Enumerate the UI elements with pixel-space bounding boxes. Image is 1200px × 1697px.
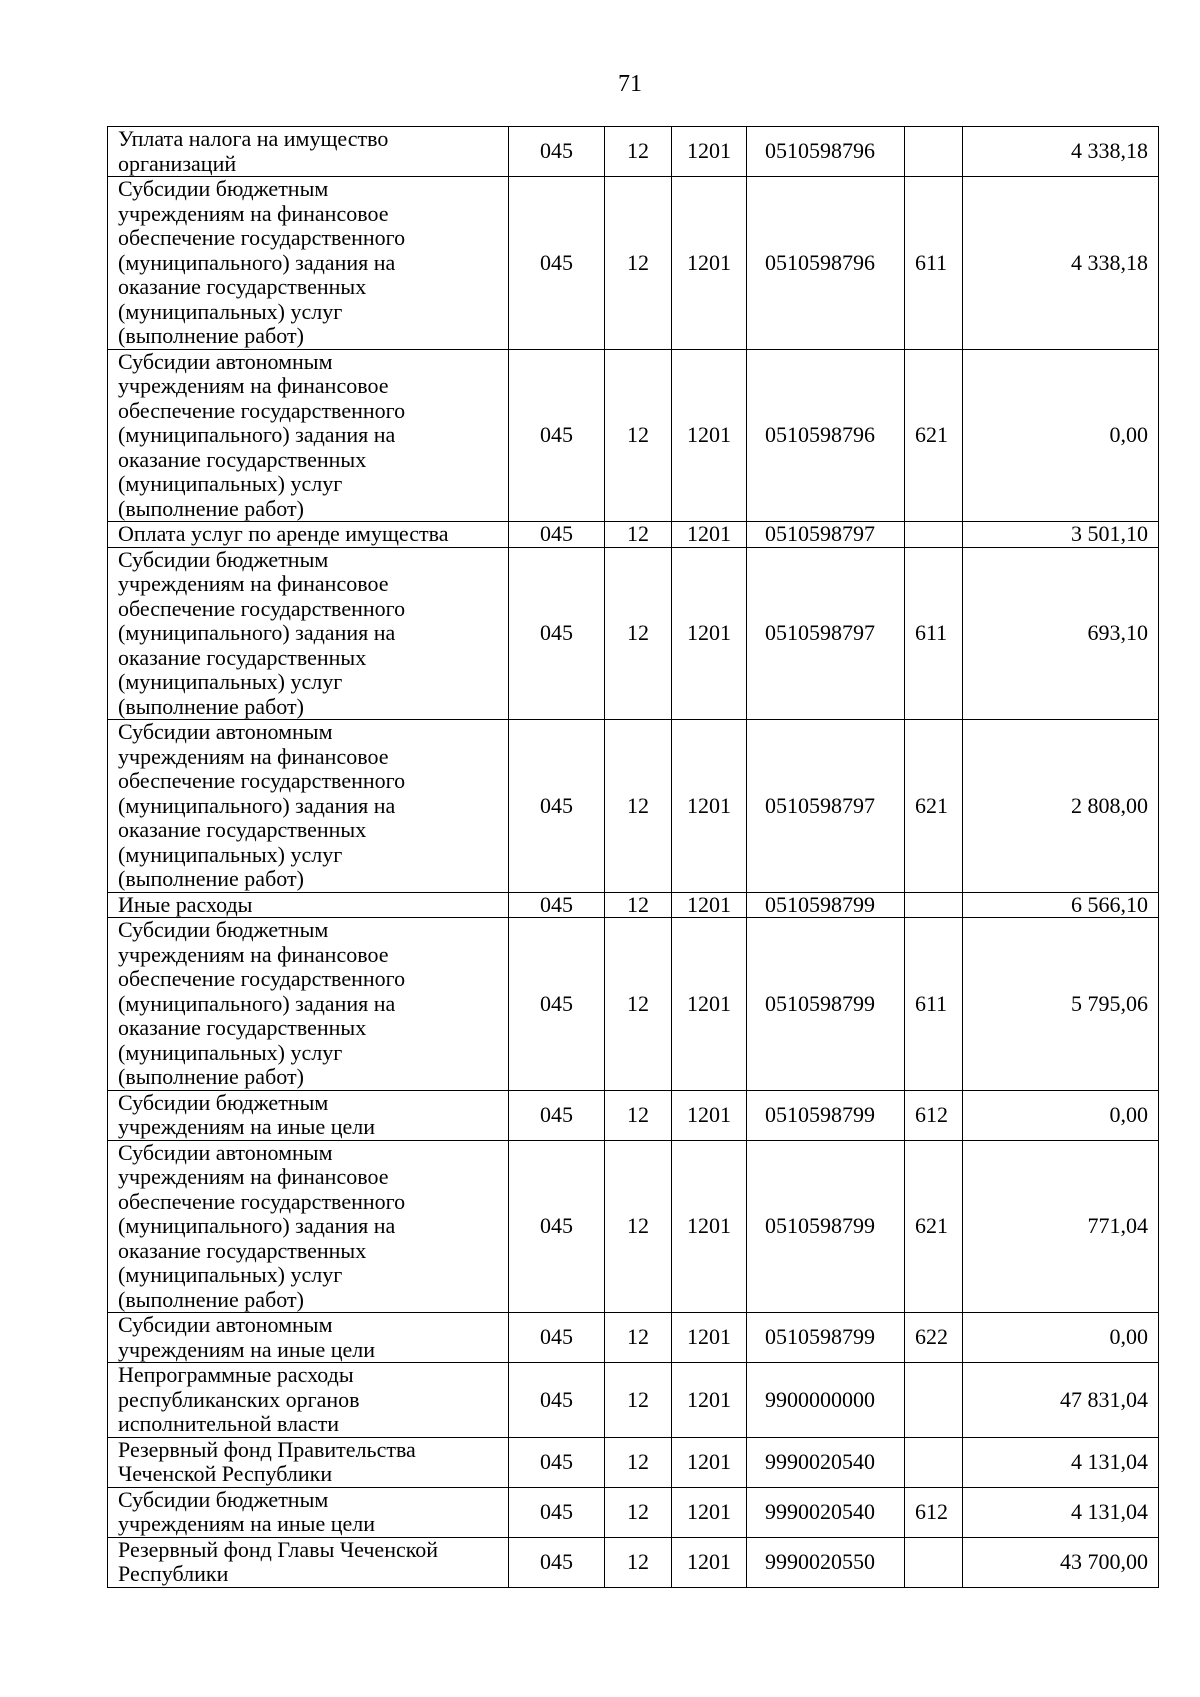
- subsection-code: 1201: [672, 1140, 747, 1313]
- expense-type-code: [905, 1363, 963, 1438]
- subsection-code: 1201: [672, 522, 747, 548]
- expense-name: Уплата налога на имущество организаций: [108, 127, 509, 177]
- subsection-code: 1201: [672, 547, 747, 720]
- subsection-code: 1201: [672, 720, 747, 893]
- amount: 6 566,10: [963, 892, 1159, 918]
- section-code: 12: [605, 1140, 672, 1313]
- ministry-code: 045: [509, 1090, 605, 1140]
- section-code: 12: [605, 547, 672, 720]
- target-article-code: 0510598797: [747, 720, 905, 893]
- target-article-code: 9990020540: [747, 1437, 905, 1487]
- target-article-code: 0510598799: [747, 1313, 905, 1363]
- expense-name: Резервный фонд Главы Чеченской Республики: [108, 1537, 509, 1587]
- target-article-code: 0510598799: [747, 892, 905, 918]
- subsection-code: 1201: [672, 349, 747, 522]
- expense-type-code: [905, 1437, 963, 1487]
- section-code: 12: [605, 1487, 672, 1537]
- target-article-code: 9990020540: [747, 1487, 905, 1537]
- section-code: 12: [605, 349, 672, 522]
- budget-table-body: [108, 127, 1159, 1588]
- expense-name: Субсидии автономным учреждениям на финансовое обеспечение государственного (муниципального) задания на оказание государственных (муниципальных) услуг (выполнение работ): [108, 1140, 509, 1313]
- table-row: [108, 1313, 1159, 1363]
- amount: 4 338,18: [963, 177, 1159, 350]
- expense-name: Субсидии автономным учреждениям на финансовое обеспечение государственного (муниципального) задания на оказание государственных (муниципальных) услуг (выполнение работ): [108, 720, 509, 893]
- section-code: 12: [605, 892, 672, 918]
- expense-name: Резервный фонд Правительства Чеченской Республики: [108, 1437, 509, 1487]
- expense-type-code: [905, 127, 963, 177]
- expense-name: Оплата услуг по аренде имущества: [108, 522, 509, 548]
- target-article-code: 0510598799: [747, 918, 905, 1091]
- section-code: 12: [605, 1537, 672, 1587]
- expense-name: Непрограммные расходы республиканских органов исполнительной власти: [108, 1363, 509, 1438]
- subsection-code: 1201: [672, 892, 747, 918]
- section-code: 12: [605, 522, 672, 548]
- subsection-code: 1201: [672, 1537, 747, 1587]
- target-article-code: 0510598797: [747, 547, 905, 720]
- ministry-code: 045: [509, 720, 605, 893]
- ministry-code: 045: [509, 177, 605, 350]
- subsection-code: 1201: [672, 177, 747, 350]
- table-row: [108, 547, 1159, 720]
- subsection-code: 1201: [672, 127, 747, 177]
- ministry-code: 045: [509, 892, 605, 918]
- subsection-code: 1201: [672, 1313, 747, 1363]
- ministry-code: 045: [509, 349, 605, 522]
- target-article-code: 9990020550: [747, 1537, 905, 1587]
- table-row: [108, 127, 1159, 177]
- ministry-code: 045: [509, 522, 605, 548]
- section-code: 12: [605, 1363, 672, 1438]
- amount: 771,04: [963, 1140, 1159, 1313]
- table-row: [108, 1437, 1159, 1487]
- target-article-code: 0510598796: [747, 127, 905, 177]
- ministry-code: 045: [509, 1437, 605, 1487]
- section-code: 12: [605, 1090, 672, 1140]
- ministry-code: 045: [509, 1363, 605, 1438]
- amount: 0,00: [963, 349, 1159, 522]
- expense-name: Субсидии бюджетным учреждениям на иные цели: [108, 1090, 509, 1140]
- expense-name: Субсидии автономным учреждениям на финансовое обеспечение государственного (муниципального) задания на оказание государственных (муниципальных) услуг (выполнение работ): [108, 349, 509, 522]
- ministry-code: 045: [509, 547, 605, 720]
- expense-type-code: 611: [905, 547, 963, 720]
- expense-type-code: 612: [905, 1487, 963, 1537]
- amount: 2 808,00: [963, 720, 1159, 893]
- section-code: 12: [605, 127, 672, 177]
- expense-type-code: [905, 892, 963, 918]
- section-code: 12: [605, 1437, 672, 1487]
- table-row: [108, 1487, 1159, 1537]
- amount: 4 131,04: [963, 1437, 1159, 1487]
- amount: 4 338,18: [963, 127, 1159, 177]
- table-row: [108, 1537, 1159, 1587]
- subsection-code: 1201: [672, 1363, 747, 1438]
- target-article-code: 0510598799: [747, 1140, 905, 1313]
- target-article-code: 0510598797: [747, 522, 905, 548]
- expense-name: Субсидии автономным учреждениям на иные цели: [108, 1313, 509, 1363]
- amount: 4 131,04: [963, 1487, 1159, 1537]
- table-row: [108, 1140, 1159, 1313]
- ministry-code: 045: [509, 918, 605, 1091]
- target-article-code: 9900000000: [747, 1363, 905, 1438]
- expense-type-code: 621: [905, 1140, 963, 1313]
- ministry-code: 045: [509, 1487, 605, 1537]
- ministry-code: 045: [509, 1313, 605, 1363]
- section-code: 12: [605, 720, 672, 893]
- table-row: [108, 349, 1159, 522]
- table-row: [108, 918, 1159, 1091]
- expense-type-code: 611: [905, 177, 963, 350]
- amount: 0,00: [963, 1090, 1159, 1140]
- page-number: 71: [618, 71, 642, 97]
- section-code: 12: [605, 918, 672, 1091]
- table-row: [108, 522, 1159, 548]
- section-code: 12: [605, 1313, 672, 1363]
- table-row: [108, 1090, 1159, 1140]
- target-article-code: 0510598796: [747, 349, 905, 522]
- table-row: [108, 1363, 1159, 1438]
- section-code: 12: [605, 177, 672, 350]
- target-article-code: 0510598796: [747, 177, 905, 350]
- expense-name: Иные расходы: [108, 892, 509, 918]
- expense-type-code: 612: [905, 1090, 963, 1140]
- table-row: [108, 177, 1159, 350]
- expense-name: Субсидии бюджетным учреждениям на финансовое обеспечение государственного (муниципального) задания на оказание государственных (муниципальных) услуг (выполнение работ): [108, 177, 509, 350]
- expense-type-code: [905, 522, 963, 548]
- amount: 3 501,10: [963, 522, 1159, 548]
- table-row: [108, 720, 1159, 893]
- amount: 693,10: [963, 547, 1159, 720]
- expense-type-code: 611: [905, 918, 963, 1091]
- expense-type-code: [905, 1537, 963, 1587]
- expense-type-code: 621: [905, 720, 963, 893]
- budget-table: [107, 126, 1159, 1588]
- ministry-code: 045: [509, 1537, 605, 1587]
- subsection-code: 1201: [672, 918, 747, 1091]
- subsection-code: 1201: [672, 1437, 747, 1487]
- expense-name: Субсидии бюджетным учреждениям на финансовое обеспечение государственного (муниципального) задания на оказание государственных (муниципальных) услуг (выполнение работ): [108, 918, 509, 1091]
- table-row: [108, 892, 1159, 918]
- amount: 47 831,04: [963, 1363, 1159, 1438]
- expense-type-code: 622: [905, 1313, 963, 1363]
- amount: 5 795,06: [963, 918, 1159, 1091]
- expense-name: Субсидии бюджетным учреждениям на иные цели: [108, 1487, 509, 1537]
- target-article-code: 0510598799: [747, 1090, 905, 1140]
- amount: 43 700,00: [963, 1537, 1159, 1587]
- subsection-code: 1201: [672, 1090, 747, 1140]
- expense-name: Субсидии бюджетным учреждениям на финансовое обеспечение государственного (муниципального) задания на оказание государственных (муниципальных) услуг (выполнение работ): [108, 547, 509, 720]
- expense-type-code: 621: [905, 349, 963, 522]
- subsection-code: 1201: [672, 1487, 747, 1537]
- ministry-code: 045: [509, 127, 605, 177]
- amount: 0,00: [963, 1313, 1159, 1363]
- ministry-code: 045: [509, 1140, 605, 1313]
